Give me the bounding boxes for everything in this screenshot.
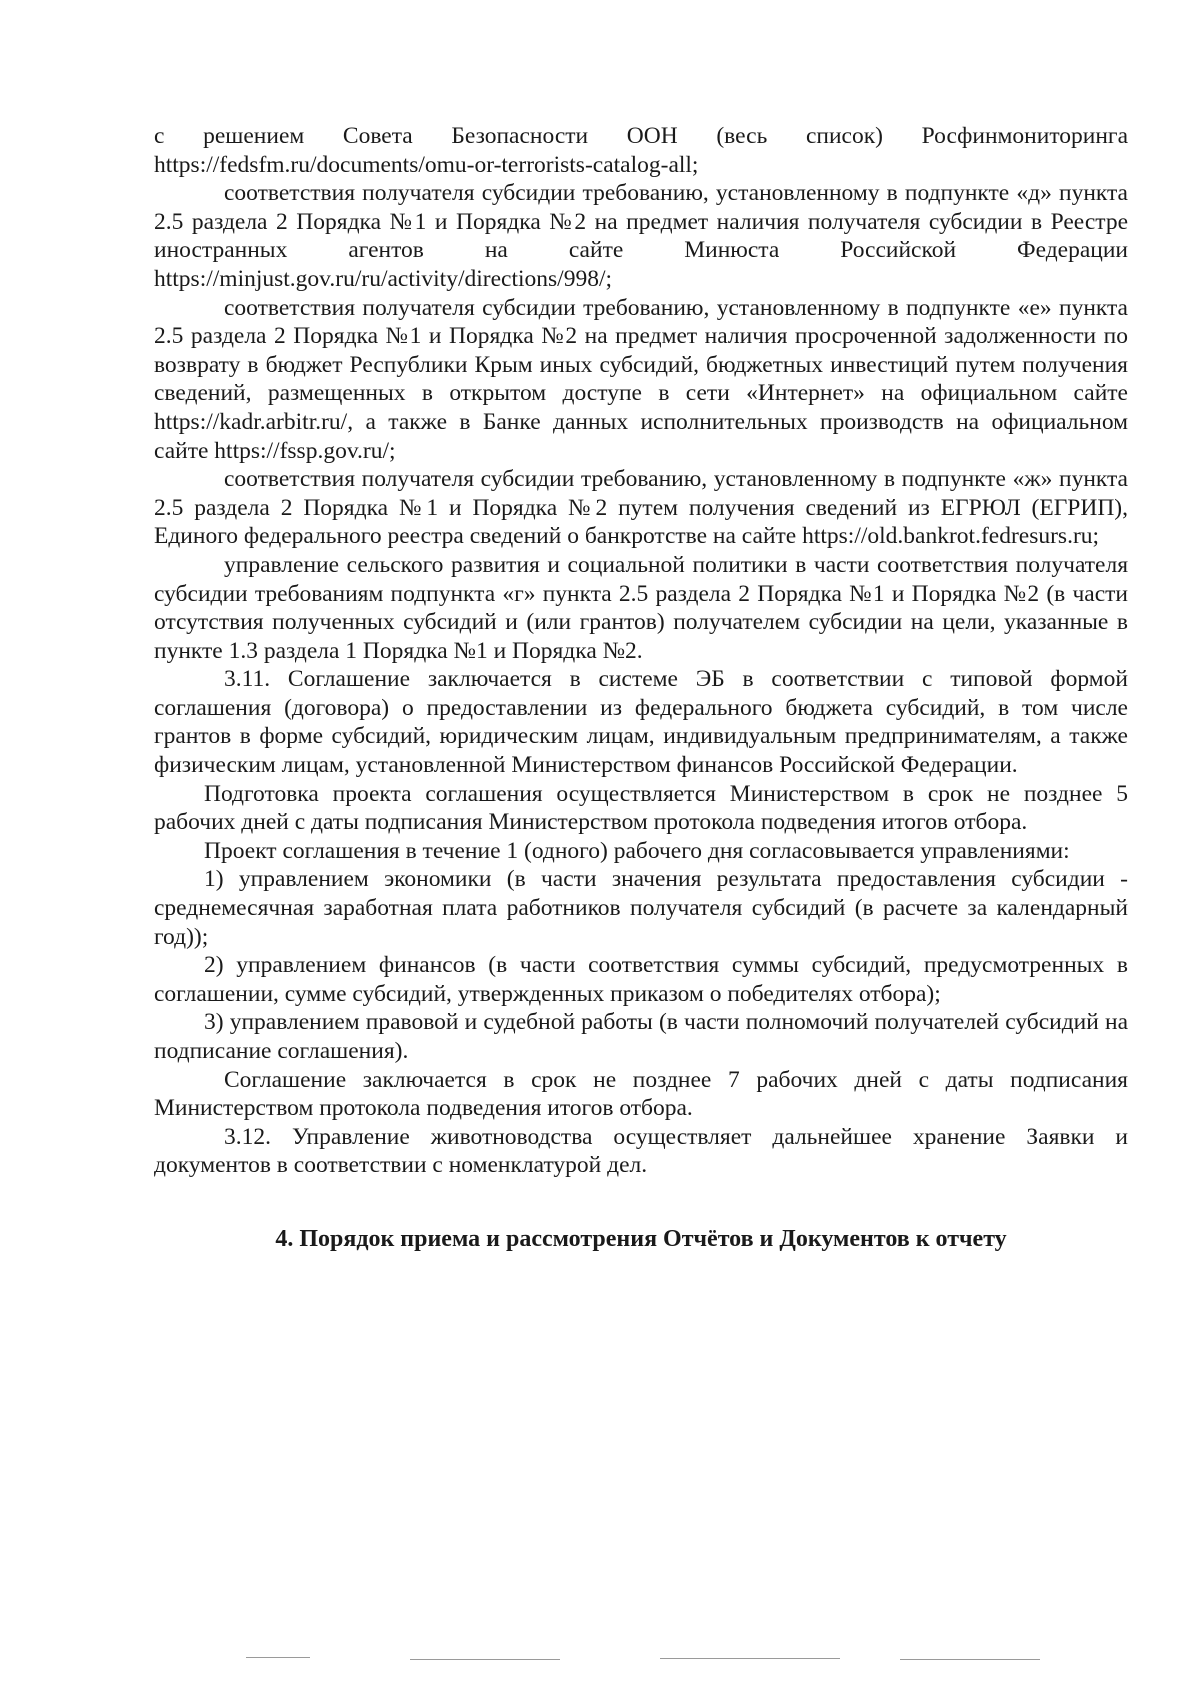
section-heading-4: 4. Порядок приема и рассмотрения Отчётов и Документов к отчету bbox=[275, 1225, 1007, 1252]
scan-artifact-line bbox=[246, 1657, 310, 1658]
paragraph-overdue-debt-check: соответствия получателя субсидии требованию, установленному в подпункте «е» пункта 2.5 раздела 2 Порядка №1 и Порядка №2 на предмет наличия просроченной задолженности по возврату в бюджет Республики Крым иных субсидий, бюджетных инвестиций путем получения сведений, размещенных в открытом доступе в сети «Интернет» на официальном сайте https://kadr.arbitr.ru/, а также в Банке данных исполнительных производств на официальном сайте https://fssp.gov.ru/; bbox=[154, 294, 1128, 464]
list-item-finance-department: 2) управлением финансов (в части соответствия суммы субсидий, предусмотренных в соглашении, сумме субсидий, утвержденных приказом о победителях отбора); bbox=[154, 952, 1128, 1007]
paragraph-agreement-deadline: Соглашение заключается в срок не позднее 7 рабочих дней с даты подписания Министерством протокола подведения итогов отбора. bbox=[154, 1066, 1128, 1122]
paragraph-3-12-storage: 3.12. Управление животноводства осуществляет дальнейшее хранение Заявки и документов в соответствии с номенклатурой дел. bbox=[154, 1123, 1128, 1179]
scan-artifact-line bbox=[900, 1659, 1040, 1660]
paragraph-draft-preparation: Подготовка проекта соглашения осуществляется Министерством в срок не позднее 5 рабочих дней с даты подписания Министерством протокола подведения итогов отбора. bbox=[154, 780, 1128, 836]
list-item-legal-department: 3) управлением правовой и судебной работы (в части полномочий получателей субсидий на подписание соглашения). bbox=[154, 1009, 1128, 1064]
paragraph-bankruptcy-registry: соответствия получателя субсидии требованию, установленному в подпункте «ж» пункта 2.5 раздела 2 Порядка №1 и Порядка №2 путем получения сведений из ЕГРЮЛ (ЕГРИП), Единого федерального реестра сведений о банкротстве на сайте https://old.bankrot.fedresurs.ru; bbox=[154, 466, 1128, 550]
document-body bbox=[154, 122, 1128, 1254]
paragraph-3-11-agreement: 3.11. Соглашение заключается в системе ЭБ в соответствии с типовой формой соглашения (договора) о предоставлении из федерального бюджета субсидий, в том числе грантов в форме субсидий, юридическим лицам, индивидуальным предпринимателям, а также физическим лицам, установленной Министерством финансов Российской Федерации. bbox=[154, 666, 1128, 779]
paragraph-rural-development-department: управление сельского развития и социальной политики в части соответствия получателя субсидии требованиям подпункта «г» пункта 2.5 раздела 2 Порядка №1 и Порядка №2 (в части отсутствия полученных субсидий и (или грантов) получателем субсидии на цели, указанные в пункте 1.3 раздела 1 Порядка №1 и Порядка №2. bbox=[154, 551, 1128, 664]
list-item-economy-department: 1) управлением экономики (в части значения результата предоставления субсидии - среднемесячная заработная плата работников получателя субсидий (в расчете за календарный год)); bbox=[154, 866, 1128, 950]
paragraph-un-security-council-list: с решением Совета Безопасности ООН (весь список) Росфинмониторинга https://fedsfm.ru/documents/omu-or-terrorists-catalog-all; bbox=[154, 123, 1128, 178]
scan-artifact-line bbox=[410, 1659, 560, 1660]
scan-artifact-line bbox=[660, 1658, 840, 1659]
paragraph-foreign-agents-registry: соответствия получателя субсидии требованию, установленному в подпункте «д» пункта 2.5 раздела 2 Порядка №1 и Порядка №2 на предмет наличия получателя субсидии в Реестре иностранных агентов на сайте Минюста Российской Федерации https://minjust.gov.ru/ru/activity/directions/998/; bbox=[154, 180, 1128, 292]
paragraph-draft-approval: Проект соглашения в течение 1 (одного) рабочего дня согласовывается управлениями: bbox=[204, 837, 1070, 864]
